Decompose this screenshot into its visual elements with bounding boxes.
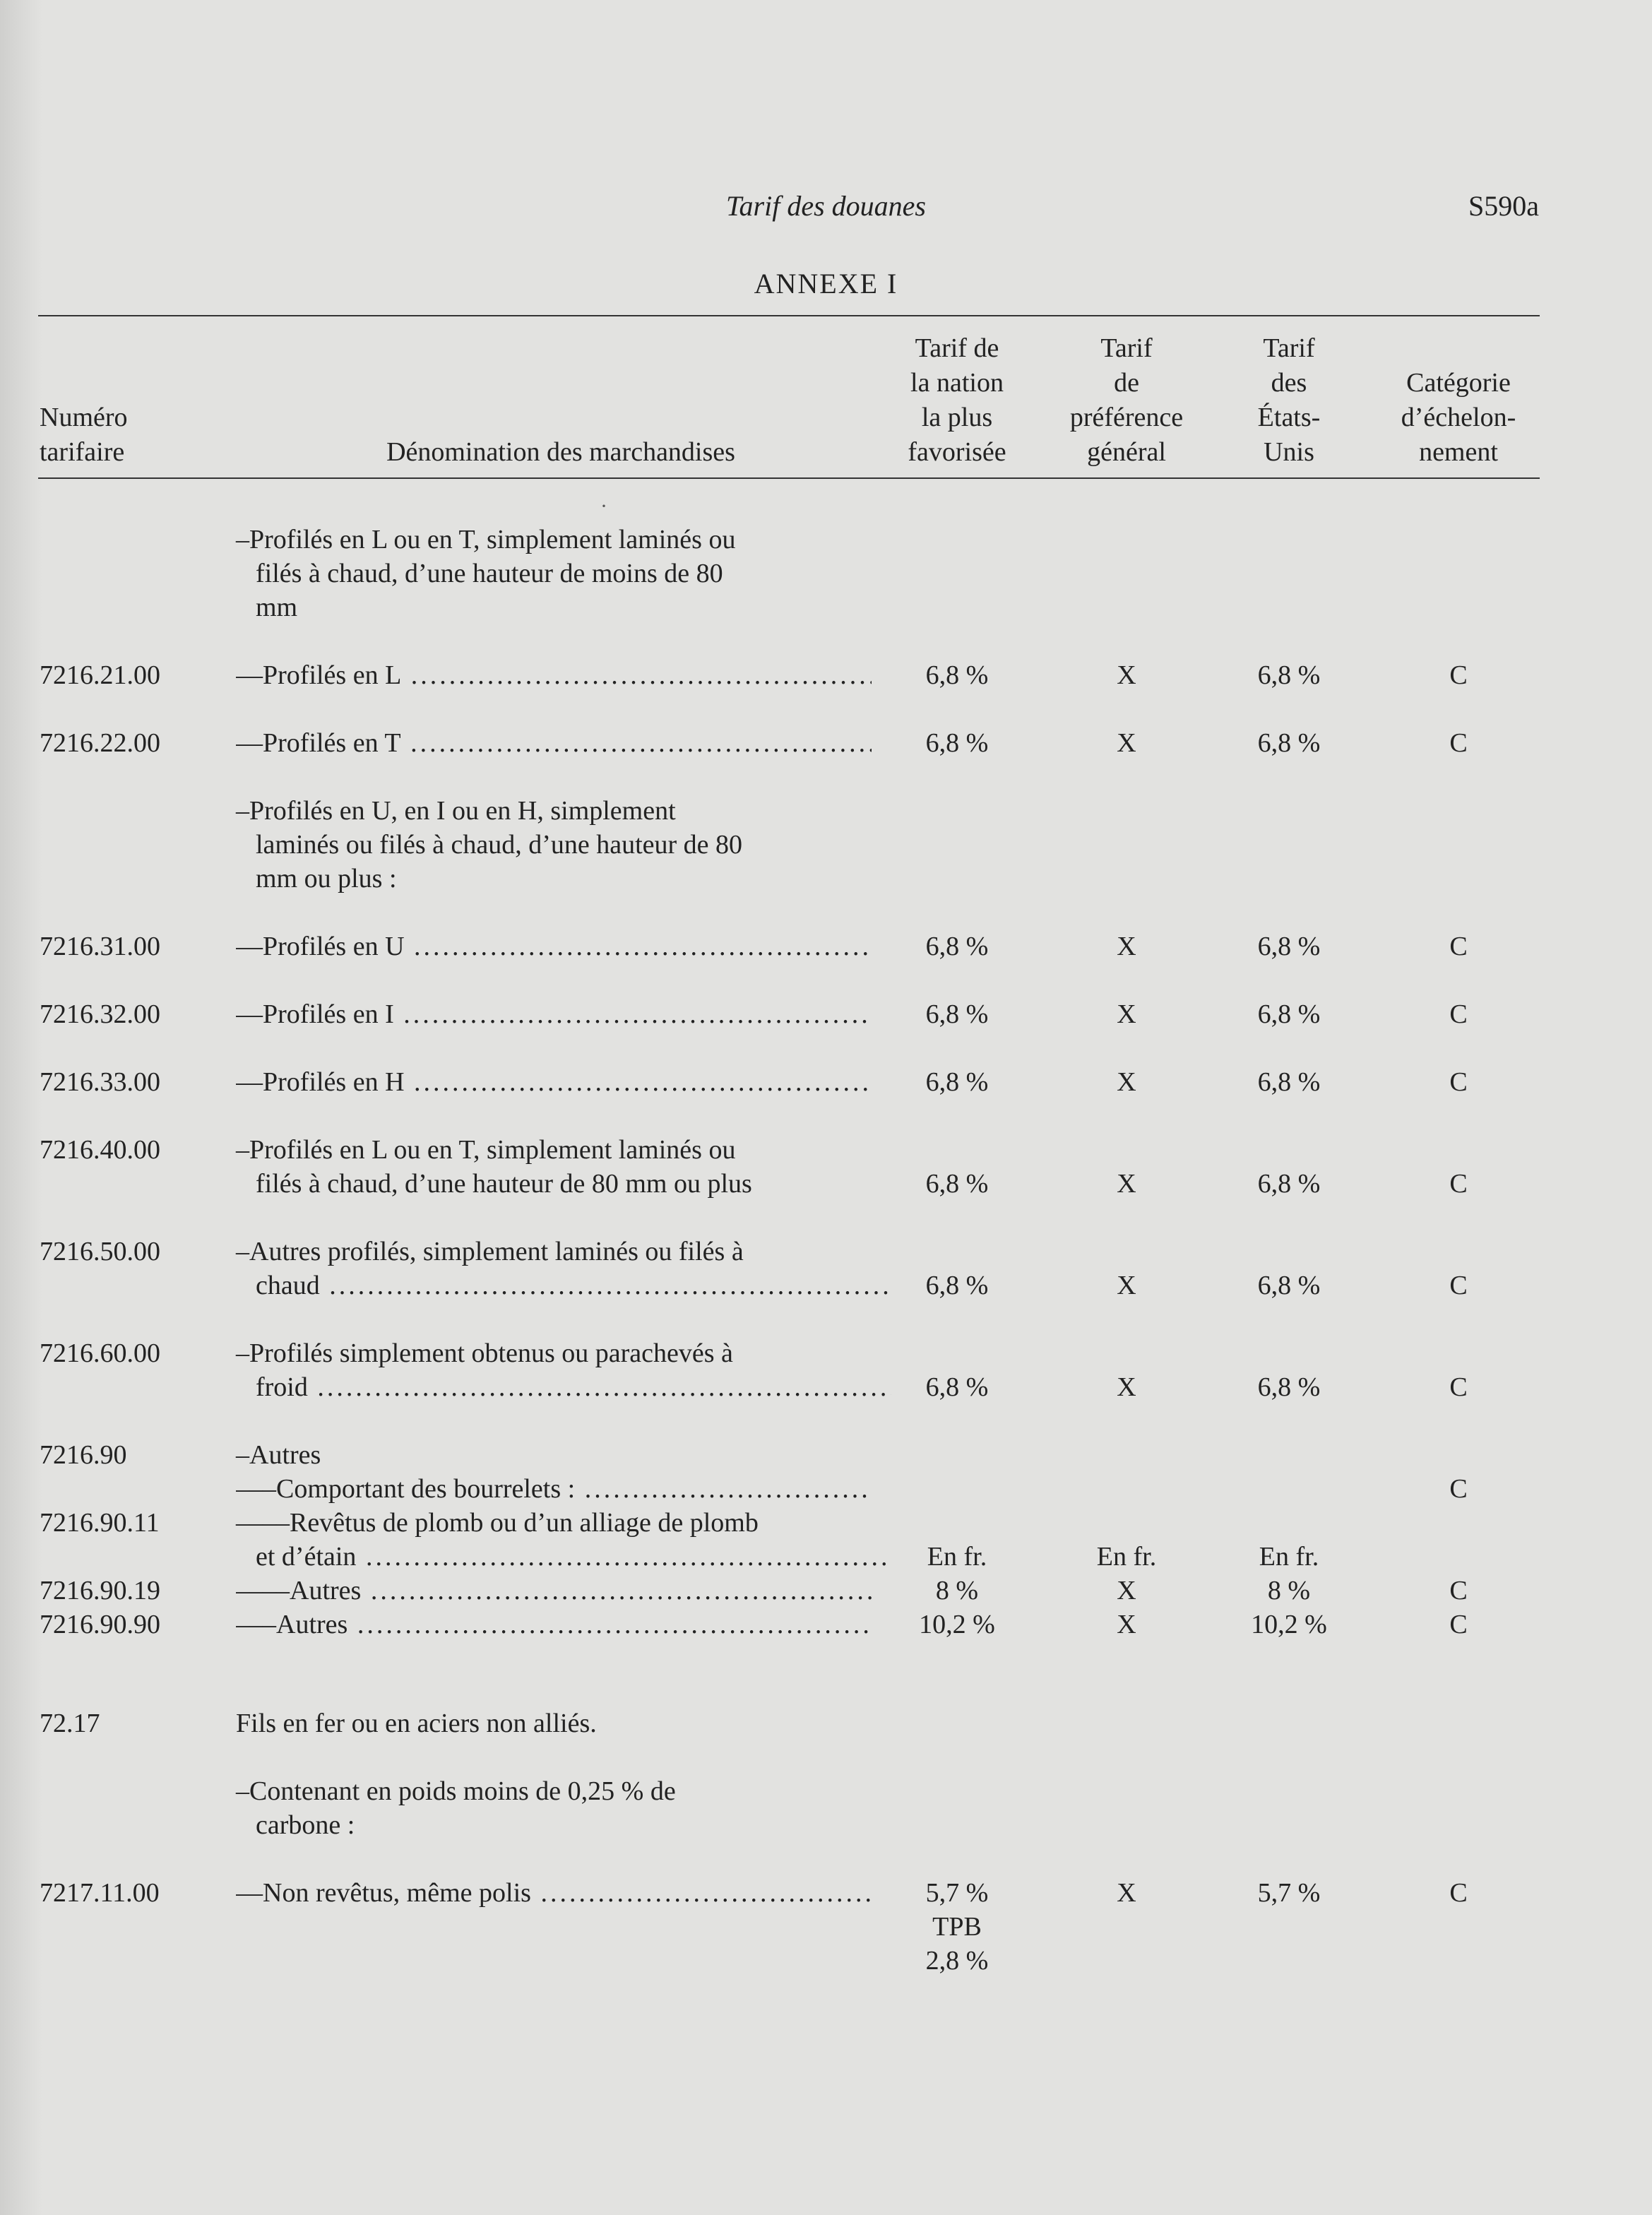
mfn-rate: 6,8 % — [925, 660, 989, 690]
staging-category: C — [1449, 1610, 1468, 1639]
description-line: –Profilés simplement obtenus ou parachevés à — [236, 1338, 733, 1368]
mfn-rate: 6,8 % — [925, 1169, 989, 1199]
gpt-rate: X — [1117, 1878, 1136, 1908]
description-line: Fils en fer ou en aciers non alliés. — [236, 1709, 597, 1738]
description-line: ––––Autres ..... — [236, 1574, 872, 1608]
description-line: mm — [256, 593, 298, 622]
mfn-rate: 6,8 % — [925, 1271, 989, 1300]
staging-category: C — [1449, 1474, 1468, 1504]
header-description: Dénomination des marchandises — [386, 437, 735, 467]
goods-description — [236, 726, 872, 760]
description-line: —Non revêtus, même polis ..... — [236, 1876, 872, 1910]
goods-description — [236, 523, 872, 624]
description-line: filés à chaud, d’une hauteur de 80 mm ou plus — [256, 1169, 752, 1199]
page-edge-shadow — [0, 0, 42, 2215]
tariff-number: 7216.22.00 — [40, 728, 160, 758]
tariff-number: 7216.40.00 — [40, 1135, 160, 1165]
staging-category: C — [1449, 1576, 1468, 1605]
gpt-rate: X — [1117, 1271, 1136, 1300]
tariff-number: 7216.60.00 — [40, 1338, 160, 1368]
stray-mark: · — [600, 494, 607, 518]
header-mfn: Tarif de la nation la plus favorisée — [908, 333, 1006, 467]
ust-rate: 8 % — [1267, 1576, 1311, 1605]
gpt-rate: X — [1117, 1576, 1136, 1605]
gpt-rate: X — [1117, 1067, 1136, 1097]
gpt-rate: X — [1117, 728, 1136, 758]
description-line: chaud ..... — [236, 1269, 891, 1302]
mfn-rate: 6,8 % — [925, 932, 989, 961]
mfn-rate: 6,8 % — [925, 1372, 989, 1402]
mfn-rate: 6,8 % — [925, 728, 989, 758]
description-line: –Contenant en poids moins de 0,25 % de — [236, 1776, 676, 1806]
goods-description — [236, 658, 872, 692]
goods-description — [236, 1472, 872, 1506]
goods-description — [236, 1438, 872, 1472]
header-tariff-item: Numéro tarifaire — [40, 403, 128, 467]
mfn-rate: 6,8 % — [925, 1067, 989, 1097]
staging-category: C — [1449, 1169, 1468, 1199]
running-title: Tarif des douanes — [725, 190, 926, 222]
description-line: —Profilés en H ..... — [236, 1065, 872, 1099]
ust-rate: 5,7 % — [1257, 1878, 1321, 1908]
ust-rate: 6,8 % — [1257, 999, 1321, 1029]
description-line: –Profilés en U, en I ou en H, simplement — [236, 796, 676, 826]
gpt-rate: X — [1117, 1169, 1136, 1199]
tariff-number: 7216.90 — [40, 1440, 127, 1470]
staging-category: C — [1449, 1878, 1468, 1908]
ust-rate: 10,2 % — [1251, 1610, 1327, 1639]
gpt-rate: X — [1117, 932, 1136, 961]
description-line: –––Comportant des bourrelets : ..... — [236, 1472, 872, 1506]
gpt-rate: X — [1117, 1610, 1136, 1639]
mfn-rate: 8 % — [935, 1576, 979, 1605]
header-ust: Tarif des États- Unis — [1257, 333, 1321, 467]
description-line: –––Autres ..... — [236, 1608, 872, 1641]
description-line: —Profilés en L ..... — [236, 658, 872, 692]
staging-category: C — [1449, 999, 1468, 1029]
description-line: mm ou plus : — [256, 864, 397, 893]
staging-category: C — [1449, 1067, 1468, 1097]
description-line: –Profilés en L ou en T, simplement laminés ou — [236, 1135, 736, 1165]
staging-category: C — [1449, 1271, 1468, 1300]
description-line: –Autres — [236, 1440, 321, 1470]
goods-description — [236, 1065, 872, 1099]
ust-rate: 6,8 % — [1257, 728, 1321, 758]
header-staging: Catégorie d’échelon- nement — [1401, 368, 1516, 467]
description-line: —Profilés en T ..... — [236, 726, 872, 760]
staging-category: C — [1449, 932, 1468, 961]
goods-description — [236, 794, 872, 896]
ust-rate: 6,8 % — [1257, 1169, 1321, 1199]
description-line: laminés ou filés à chaud, d’une hauteur de 80 — [256, 830, 743, 860]
goods-description — [236, 1336, 872, 1404]
description-line: –Autres profilés, simplement laminés ou filés à — [236, 1237, 744, 1266]
gpt-rate: X — [1117, 660, 1136, 690]
tariff-number: 72.17 — [40, 1709, 100, 1738]
gpt-rate: X — [1117, 1372, 1136, 1402]
goods-description — [236, 1235, 872, 1302]
tariff-number: 7216.21.00 — [40, 660, 160, 690]
ust-rate: 6,8 % — [1257, 660, 1321, 690]
header-gpt: Tarif de préférence général — [1069, 333, 1184, 467]
goods-description — [236, 1774, 872, 1842]
page-number: S590a — [1468, 190, 1539, 222]
description-line: carbone : — [256, 1810, 355, 1840]
goods-description — [236, 997, 872, 1031]
goods-description — [236, 930, 872, 963]
mfn-rate: 6,8 % — [925, 999, 989, 1029]
table-top-rule — [38, 315, 1540, 316]
description-line: —Profilés en I ..... — [236, 997, 872, 1031]
ust-rate: 6,8 % — [1257, 1271, 1321, 1300]
ust-rate: 6,8 % — [1257, 1372, 1321, 1402]
goods-description — [236, 1574, 872, 1608]
tariff-number: 7216.32.00 — [40, 999, 160, 1029]
staging-category: C — [1449, 728, 1468, 758]
annex-title: ANNEXE I — [754, 268, 898, 299]
tariff-number: 7216.33.00 — [40, 1067, 160, 1097]
ust-rate: 6,8 % — [1257, 1067, 1321, 1097]
mfn-rate: 10,2 % — [919, 1610, 995, 1639]
goods-description — [236, 1506, 872, 1574]
goods-description — [236, 1876, 872, 1910]
ust-rate: 6,8 % — [1257, 932, 1321, 961]
goods-description — [236, 1706, 872, 1740]
gpt-rate: En fr. — [1096, 1542, 1157, 1572]
header-bottom-rule — [38, 477, 1540, 479]
description-line: —Profilés en U ..... — [236, 930, 872, 963]
mfn-rate: En fr. — [927, 1542, 987, 1572]
description-line: ––––Revêtus de plomb ou d’un alliage de plomb — [236, 1508, 759, 1538]
tariff-number: 7216.50.00 — [40, 1237, 160, 1266]
tariff-number: 7216.90.90 — [40, 1610, 160, 1639]
staging-category: C — [1449, 660, 1468, 690]
description-line: filés à chaud, d’une hauteur de moins de 80 — [256, 559, 723, 588]
description-line: froid ..... — [236, 1370, 891, 1404]
goods-description — [236, 1608, 872, 1641]
description-line: –Profilés en L ou en T, simplement laminés ou — [236, 525, 736, 554]
staging-category: C — [1449, 1372, 1468, 1402]
tariff-number: 7216.31.00 — [40, 932, 160, 961]
description-line: et d’étain ..... — [236, 1540, 891, 1574]
gpt-rate: X — [1117, 999, 1136, 1029]
tariff-number: 7216.90.11 — [40, 1508, 160, 1538]
tariff-number: 7216.90.19 — [40, 1576, 160, 1605]
ust-rate: En fr. — [1259, 1542, 1319, 1572]
mfn-rate: 5,7 % TPB 2,8 % — [925, 1878, 989, 1976]
tariff-number: 7217.11.00 — [40, 1878, 160, 1908]
goods-description — [236, 1133, 872, 1201]
